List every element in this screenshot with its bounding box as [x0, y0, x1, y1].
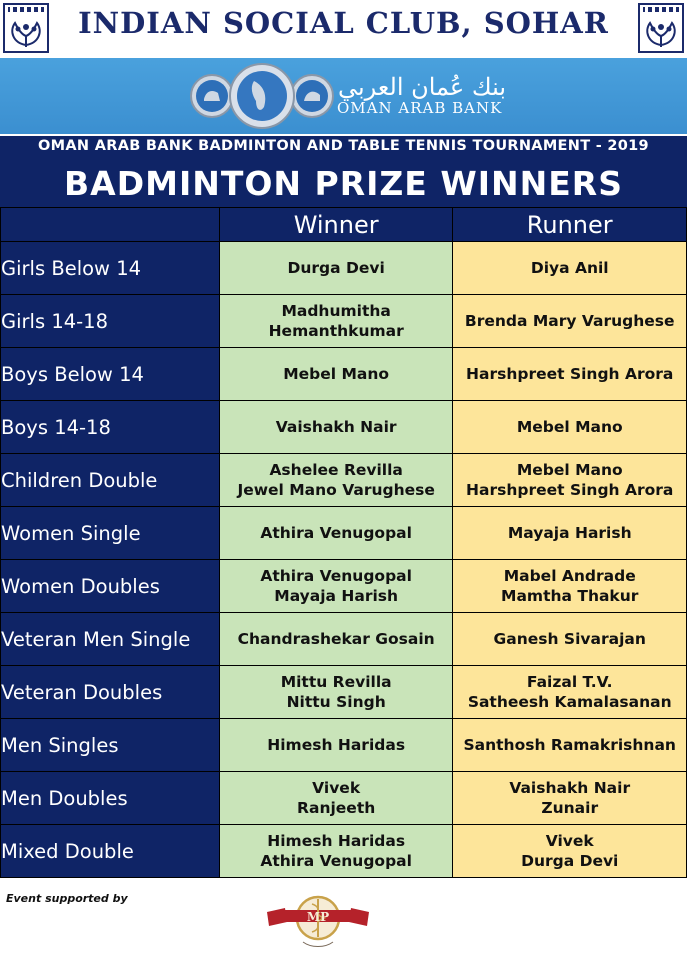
- runner-name: Vaishakh Nair: [509, 779, 631, 797]
- category-cell: Girls Below 14: [1, 242, 220, 295]
- prize-winners-table: [0, 207, 687, 878]
- category-cell: Women Doubles: [1, 560, 220, 613]
- peacock-emblem-icon: [5, 5, 47, 51]
- winner-name: Madhumitha: [281, 302, 391, 320]
- winner-cell: [219, 666, 453, 719]
- winner-name: Hemanthkumar: [268, 322, 404, 340]
- runner-name: Vivek: [545, 832, 594, 850]
- column-header-runner: Runner: [453, 208, 687, 242]
- runner-cell: [453, 666, 687, 719]
- runner-name: Mabel Andrade: [503, 567, 636, 585]
- sponsor-logo-mark: MP: [306, 910, 330, 924]
- runner-cell: [453, 560, 687, 613]
- runner-name: Faizal T.V.: [526, 673, 613, 691]
- runner-name: Brenda Mary Varughese: [464, 312, 675, 330]
- category-cell: Boys Below 14: [1, 348, 220, 401]
- runner-cell: [453, 825, 687, 878]
- bank-name-arabic: بنك عُمان العربي: [338, 73, 507, 101]
- winner-name: Athira Venugopal: [260, 524, 412, 542]
- runner-name: Mebel Mano: [516, 461, 623, 479]
- winner-cell: [219, 242, 453, 295]
- category-cell: Veteran Men Single: [1, 613, 220, 666]
- category-cell: Mixed Double: [1, 825, 220, 878]
- category-cell: Veteran Doubles: [1, 666, 220, 719]
- winner-name: Athira Venugopal: [260, 567, 412, 585]
- category-cell: Men Doubles: [1, 772, 220, 825]
- category-cell: Women Single: [1, 507, 220, 560]
- runner-name: Ganesh Sivarajan: [493, 630, 646, 648]
- top-header: [0, 0, 687, 57]
- winner-cell: [219, 454, 453, 507]
- winner-name: Himesh Haridas: [267, 736, 406, 754]
- runner-name: Harshpreet Singh Arora: [466, 481, 674, 499]
- runner-name: Santhosh Ramakrishnan: [463, 736, 676, 754]
- club-title: INDIAN SOCIAL CLUB, SOHAR: [78, 6, 609, 40]
- column-header-winner: Winner: [219, 208, 453, 242]
- winner-cell: [219, 719, 453, 772]
- bank-coins-icon: [190, 63, 334, 129]
- table-row: [1, 613, 687, 666]
- category-cell: Children Double: [1, 454, 220, 507]
- winner-name: Athira Venugopal: [260, 852, 412, 870]
- club-logo-left: [3, 3, 49, 53]
- club-logo-right: [638, 3, 684, 53]
- winner-name: Mebel Mano: [283, 365, 390, 383]
- section-title: BADMINTON PRIZE WINNERS: [64, 164, 623, 203]
- runner-name: Zunair: [541, 799, 599, 817]
- table-row: [1, 348, 687, 401]
- runner-cell: [453, 295, 687, 348]
- winner-name: Vivek: [312, 779, 361, 797]
- winner-name: Mittu Revilla: [280, 673, 392, 691]
- winner-name: Chandrashekar Gosain: [237, 630, 435, 648]
- runner-name: Mebel Mano: [516, 418, 623, 436]
- runner-name: Satheesh Kamalasanan: [467, 693, 672, 711]
- runner-name: Mamtha Thakur: [501, 587, 639, 605]
- runner-cell: [453, 719, 687, 772]
- runner-cell: [453, 613, 687, 666]
- runner-name: Durga Devi: [521, 852, 619, 870]
- winner-cell: [219, 613, 453, 666]
- table-row: [1, 560, 687, 613]
- winner-name: Durga Devi: [287, 259, 385, 277]
- winner-name: Jewel Mano Varughese: [237, 481, 435, 499]
- winner-name: Ranjeeth: [297, 799, 376, 817]
- category-cell: Men Singles: [1, 719, 220, 772]
- peacock-emblem-icon: [640, 5, 682, 51]
- table-row: [1, 295, 687, 348]
- winner-name: Vaishakh Nair: [275, 418, 397, 436]
- winner-name: Ashelee Revilla: [269, 461, 403, 479]
- runner-cell: [453, 772, 687, 825]
- runner-name: Mayaja Harish: [507, 524, 632, 542]
- winner-cell: [219, 295, 453, 348]
- runner-cell: [453, 401, 687, 454]
- category-cell: Boys 14-18: [1, 401, 220, 454]
- runner-name: Diya Anil: [530, 259, 609, 277]
- runner-name: Harshpreet Singh Arora: [466, 365, 674, 383]
- winner-name: Mayaja Harish: [274, 587, 399, 605]
- category-cell: Girls 14-18: [1, 295, 220, 348]
- table-row: [1, 507, 687, 560]
- table-row: [1, 454, 687, 507]
- winner-cell: [219, 401, 453, 454]
- winner-cell: [219, 348, 453, 401]
- bank-name-english: OMAN ARAB BANK: [337, 99, 503, 117]
- table-row: [1, 825, 687, 878]
- table-header-row: [1, 208, 687, 242]
- table-body: [1, 242, 687, 878]
- winner-cell: [219, 507, 453, 560]
- runner-cell: [453, 348, 687, 401]
- table-row: [1, 666, 687, 719]
- table-row: [1, 719, 687, 772]
- runner-cell: [453, 242, 687, 295]
- table-row: [1, 401, 687, 454]
- supported-by-text: Event supported by: [6, 892, 128, 905]
- winner-name: Nittu Singh: [286, 693, 386, 711]
- winner-cell: [219, 825, 453, 878]
- tournament-title: OMAN ARAB BANK BADMINTON AND TABLE TENNIS TOURNAMENT - 2019: [38, 138, 649, 154]
- mp-ribbon-logo-icon: [265, 890, 371, 950]
- runner-cell: [453, 507, 687, 560]
- winner-name: Himesh Haridas: [267, 832, 406, 850]
- winner-cell: [219, 560, 453, 613]
- corner-cell: [1, 208, 220, 242]
- table-row: [1, 772, 687, 825]
- runner-cell: [453, 454, 687, 507]
- winner-cell: [219, 772, 453, 825]
- table-row: [1, 242, 687, 295]
